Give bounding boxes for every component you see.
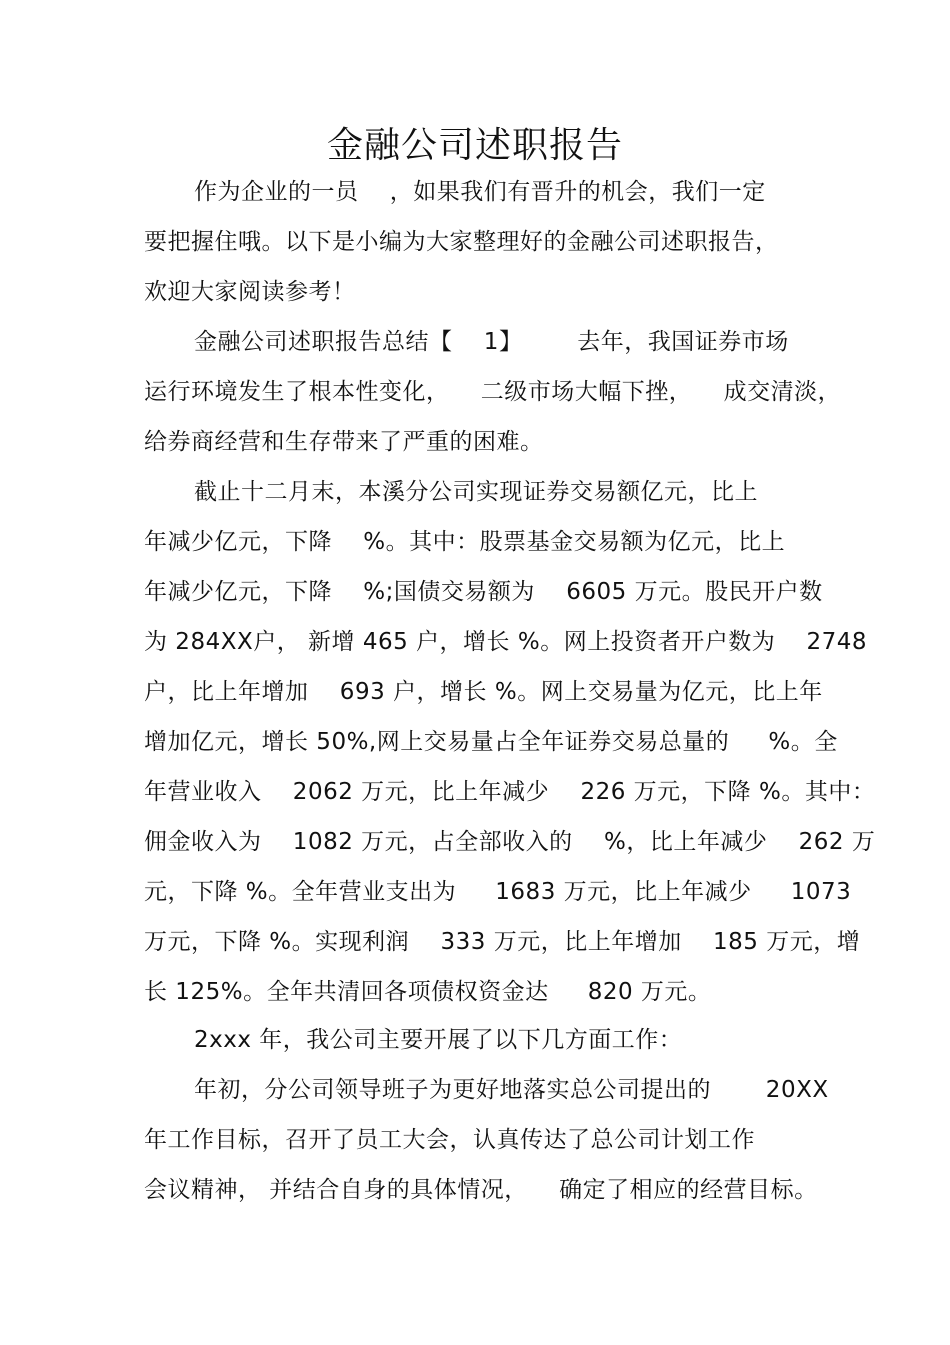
paragraph-3-line-1: 截止十二月末，本溪分公司实现证券交易额亿元，比上 [194, 479, 758, 505]
paragraph-3-line-2: 年减少亿元，下降 %。其中：股票基金交易额为亿元，比上 [144, 529, 786, 555]
paragraph-4-line-1: 2xxx 年，我公司主要开展了以下几方面工作： [194, 1027, 683, 1053]
paragraph-2-line-1: 金融公司述职报告总结【 1】 去年，我国证券市场 [194, 329, 789, 355]
paragraph-2-line-2: 运行环境发生了根本性变化， 二级市场大幅下挫， 成交清淡， [144, 379, 842, 405]
paragraph-3-line-4: 为 284XX户， 新增 465 户，增长 %。网上投资者开户数为 2748 [144, 629, 868, 655]
paragraph-3-line-6: 增加亿元，增长 50%,网上交易量占全年证券交易总量的 %。全 [144, 729, 838, 755]
paragraph-3-line-5: 户，比上年增加 693 户，增长 %。网上交易量为亿元，比上年 [144, 679, 823, 705]
paragraph-3-line-11: 长 125%。全年共清回各项债权资金达 820 万元。 [144, 979, 712, 1005]
paragraph-5-line-1: 年初，分公司领导班子为更好地落实总公司提出的 20XX [194, 1077, 829, 1103]
paragraph-2-line-3: 给券商经营和生存带来了严重的困难。 [144, 429, 544, 455]
paragraph-3-line-8: 佣金收入为 1082 万元，占全部收入的 %，比上年减少 262 万 [144, 829, 876, 855]
paragraph-5-line-3: 会议精神， 并结合自身的具体情况， 确定了相应的经营目标。 [144, 1177, 818, 1203]
paragraph-3-line-7: 年营业收入 2062 万元，比上年减少 226 万元，下降 %。其中： [144, 779, 876, 805]
paragraph-1-line-1: 作为企业的一员 ，如果我们有晋升的机会，我们一定 [194, 179, 766, 205]
document-title: 金融公司述职报告 [326, 125, 623, 166]
paragraph-3-line-9: 元，下降 %。全年营业支出为 1683 万元，比上年减少 1073 [144, 879, 852, 905]
paragraph-3-line-10: 万元，下降 %。实现利润 333 万元，比上年增加 185 万元，增 [144, 929, 861, 955]
paragraph-1-line-3: 欢迎大家阅读参考！ [144, 279, 356, 305]
paragraph-3-line-3: 年减少亿元，下降 %;国债交易额为 6605 万元。股民开户数 [144, 579, 823, 605]
paragraph-5-line-2: 年工作目标，召开了员工大会，认真传达了总公司计划工作 [144, 1127, 755, 1153]
paragraph-1-line-2: 要把握住哦。以下是小编为大家整理好的金融公司述职报告， [144, 229, 779, 255]
